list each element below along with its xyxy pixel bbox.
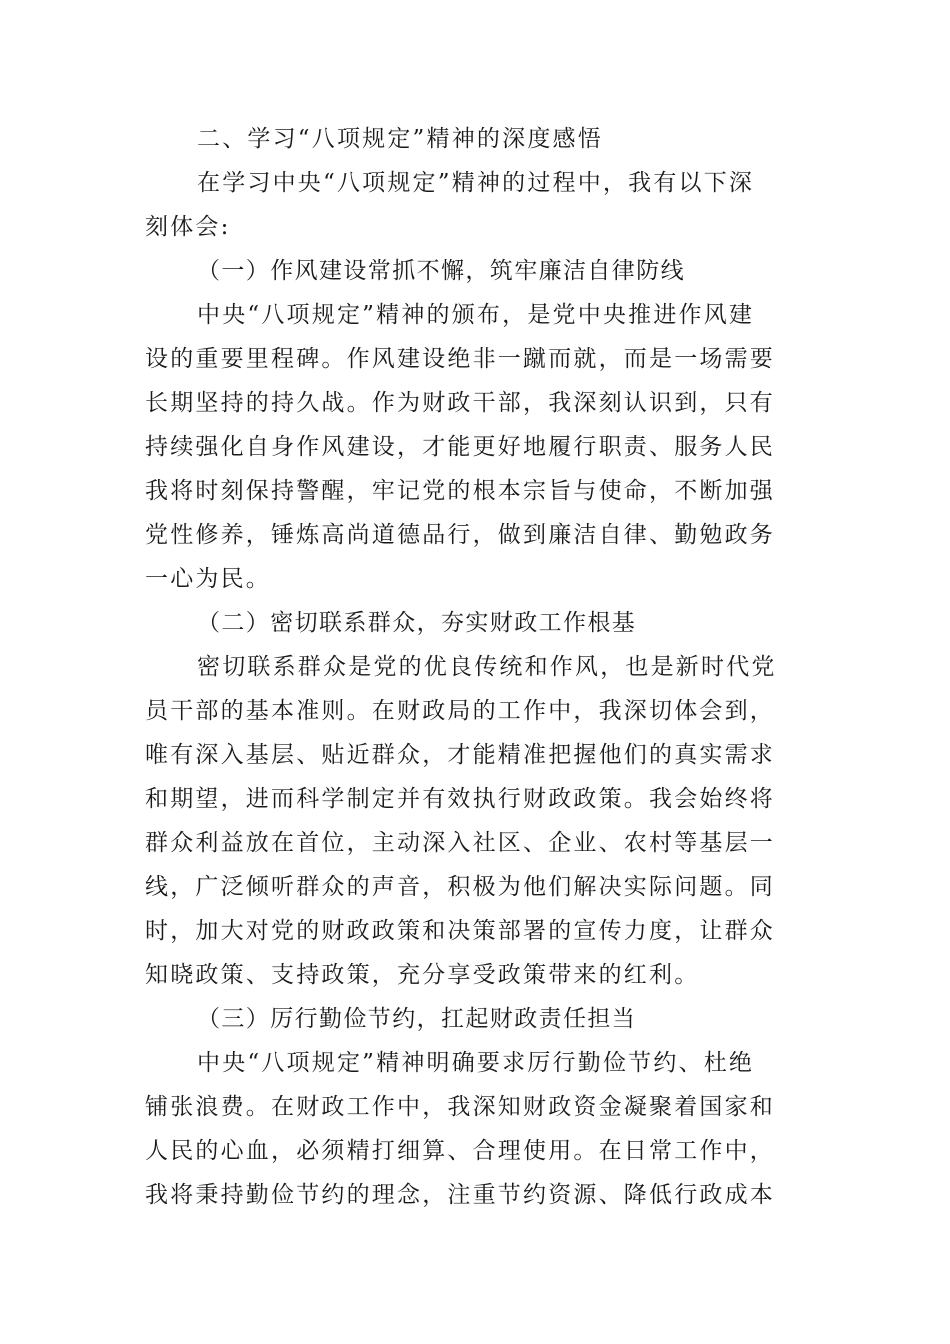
paragraph-line: 我将秉持勤俭节约的理念，注重节约资源、降低行政成本 bbox=[145, 1182, 775, 1208]
paragraph-line: 设的重要里程碑。作风建设绝非一蹴而就，而是一场需要 bbox=[145, 346, 775, 372]
paragraph-line: 人民的心血，必须精打细算、合理使用。在日常工作中， bbox=[145, 1138, 775, 1164]
paragraph-line: 中央“八项规定”精神的颁布，是党中央推进作风建 bbox=[197, 302, 755, 328]
document-body bbox=[145, 117, 805, 1217]
intro-line: 在学习中央“八项规定”精神的过程中，我有以下深 bbox=[197, 170, 755, 196]
paragraph-line: 持续强化自身作风建设，才能更好地履行职责、服务人民 bbox=[145, 434, 775, 460]
subsection-heading-1: （一）作风建设常抓不懈，筑牢廉洁自律防线 bbox=[197, 258, 685, 284]
paragraph-line: 员干部的基本准则。在财政局的工作中，我深切体会到， bbox=[145, 698, 775, 724]
paragraph-line: 密切联系群众是党的优良传统和作风，也是新时代党 bbox=[197, 654, 777, 680]
paragraph-line: 我将时刻保持警醒，牢记党的根本宗旨与使命，不断加强 bbox=[145, 478, 775, 504]
section-title: 二、学习“八项规定”精神的深度感悟 bbox=[197, 126, 603, 152]
paragraph-line: 党性修养，锤炼高尚道德品行，做到廉洁自律、勤勉政务 bbox=[145, 522, 775, 548]
paragraph-line: 时，加大对党的财政政策和决策部署的宣传力度，让群众 bbox=[145, 918, 775, 944]
paragraph-line: 和期望，进而科学制定并有效执行财政政策。我会始终将 bbox=[145, 786, 775, 812]
subsection-heading-3: （三）厉行勤俭节约，扛起财政责任担当 bbox=[197, 1006, 637, 1032]
subsection-heading-2: （二）密切联系群众，夯实财政工作根基 bbox=[197, 610, 637, 636]
intro-line: 刻体会: bbox=[145, 214, 231, 240]
paragraph-line: 中央“八项规定”精神明确要求厉行勤俭节约、杜绝 bbox=[197, 1050, 755, 1076]
paragraph-line: 长期坚持的持久战。作为财政干部，我深刻认识到，只有 bbox=[145, 390, 775, 416]
paragraph-line: 唯有深入基层、贴近群众，才能精准把握他们的真实需求 bbox=[145, 742, 775, 768]
paragraph-line: 线，广泛倾听群众的声音，积极为他们解决实际问题。同 bbox=[145, 874, 775, 900]
paragraph-line: 铺张浪费。在财政工作中，我深知财政资金凝聚着国家和 bbox=[145, 1094, 775, 1120]
paragraph-line: 群众利益放在首位，主动深入社区、企业、农村等基层一 bbox=[145, 830, 775, 856]
paragraph-line: 知晓政策、支持政策，充分享受政策带来的红利。 bbox=[145, 962, 700, 988]
paragraph-line: 一心为民。 bbox=[145, 566, 271, 592]
